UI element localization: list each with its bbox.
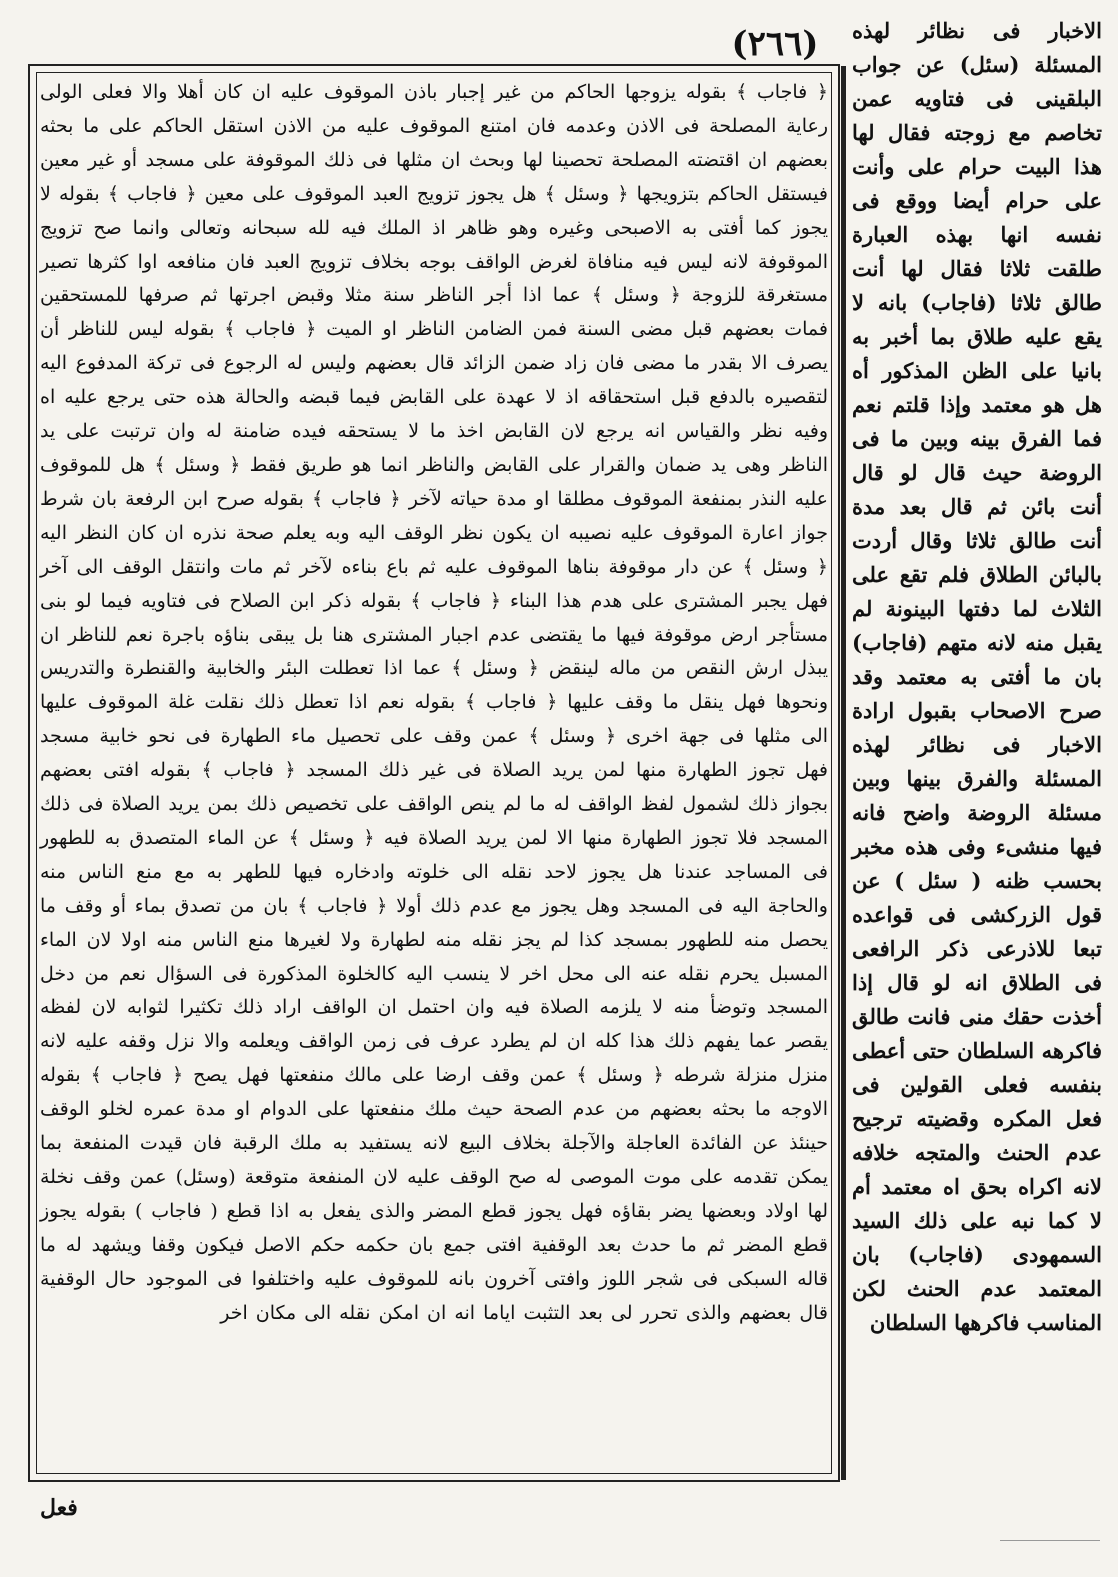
margin-commentary-paragraph: الاخبار فى نظائر لهذه المسئلة (سئل) عن جواب البلقينى فى فتاويه عمن تخاصم مع زوجته فقال لها هذا البيت حرام على وأنت على حرام أيضا ووقع فى نفسه انها بهذه العبارة طلقت ثلاثا فقال لها أنت طالق ثلاثا (فاجاب) بانه لا يقع عليه طلاق بما أخبر به بانيا على الظن المذكور أه هل هو معتمد وإذا قلتم نعم فما الفرق بينه وبين ما فى الروضة حيث قال لو قال أنت بائن ثم قال بعد مدة أنت طالق ثلاثا وقال أردت بالبائن الطلاق فلم تقع على الثلاث لما دفتها البينونة لم يقبل منه لانه متهم (فاجاب) بان ما أفتى به معتمد وقد صرح الاصحاب بقبول ارادة الاخبار فى نظائر لهذه المسئلة والفرق بينها وبين مسئلة الروضة واضح فانه فيها منشىء وفى هذه مخبر بحسب ظنه ( سئل ) عن قول الزركشى فى قواعده تبعا للاذرعى ذكر الرافعى فى الطلاق انه لو قال إذا أخذت حقك منى فانت طالق فاكرهه السلطان حتى أعطى بنفسه فعلى القولين فى فعل المكره وقضيته ترجيح عدم الحنث والمتجه خلافه لانه اكراه بحق اه معتمد أم لا كما نبه على ذلك السيد السمهودى (فاجاب) بان المعتمد عدم الحنث لكن المناسب فاكرهها السلطان (852, 18, 1102, 1335)
margin-commentary (852, 14, 1102, 1494)
catchword: فعل (40, 1495, 78, 1521)
column-divider (841, 66, 846, 1480)
bottom-rule (1000, 1540, 1100, 1541)
main-text-block (40, 76, 828, 1331)
main-text-paragraph: ﴿ فاجاب ﴾ بقوله يزوجها الحاكم من غير إجبار باذن الموقوف عليه ان كان أهلا والا فعلى الولى رعاية المصلحة فى الاذن وعدمه فان امتنع الموقوف عليه من الاذن استقل الحاكم على ما بحثه بعضهم ان اقتضته المصلحة تحصينا لها وبحث ان مثلها فى ذلك الموقوفة على مسجد أو غير معين فيستقل الحاكم بتزويجها ﴿ وسئل ﴾ هل يجوز تزويج العبد الموقوف على معين ﴿ فاجاب ﴾ بقوله لا يجوز كما أفتى به الاصبحى وغيره وهو ظاهر اذ الملك فيه لله سبحانه وتعالى وانما صح تزويج الموقوفة لانه ليس فيه منافاة لغرض الواقف بوجه بخلاف تزويج العبد فان منافعه اوا كثرها تصير مستغرقة للزوجة ﴿ وسئل ﴾ عما اذا أجر الناظر سنة مثلا وقبض اجرتها ثم صرفها للمستحقين فمات بعضهم قبل مضى السنة فمن الضامن الناظر او الميت ﴿ فاجاب ﴾ بقوله ليس للناظر أن يصرف الا بقدر ما مضى فان زاد ضمن الزائد قال بعضهم وليس له الرجوع فى تركة المدفوع اليه لتقصيره بالدفع قبل استحقاقه اذ لا عهدة على القابض فيما قبضه والحالة هذه حتى يرجع عليه اه وفيه نظر والقياس انه يرجع لان القابض اخذ ما لا يستحقه فيده ضامنة له وان ترتبت على يد الناظر وهى يد ضمان والقرار على القابض والناظر انما هو طريق فقط ﴿ وسئل ﴾ هل للموقوف عليه النذر بمنفعة الموقوف مطلقا او مدة حياته لآخر ﴿ فاجاب ﴾ بقوله صرح ابن الرفعة بان شرط جواز اعارة الموقوف عليه نصيبه ان يكون نظر الوقف اليه وبه يعلم صحة نذره ان كان النظر اليه ﴿ وسئل ﴾ عن دار موقوفة بناها الموقوف عليه ثم باع بناءه لآخر ثم مات وانتقل الوقف الى آخر فهل يجبر المشترى على هدم هذا البناء ﴿ فاجاب ﴾ بقوله ذكر ابن الصلاح فى فتاويه فيما لو بنى مستأجر ارض موقوفة فيها ما يقتضى عدم اجبار المشترى هنا بل يبقى بناؤه باجرة نعم للناظر ان يبذل ارش النقص من ماله لينقض ﴿ وسئل ﴾ عما اذا تعطلت البئر والخابية والقنطرة والتدريس ونحوها فهل ينقل ما وقف عليها ﴿ فاجاب ﴾ بقوله نعم اذا تعطل ذلك نقلت غلة الموقوف عليها الى مثلها فى جهة اخرى ﴿ وسئل ﴾ عمن وقف على تحصيل ماء الطهارة فى نحو خابية مسجد فهل تجوز الطهارة منها لمن يريد الصلاة فى غير ذلك المسجد ﴿ فاجاب ﴾ بقوله افتى بعضهم بجواز ذلك لشمول لفظ الواقف له ما لم ينص الواقف على تخصيص ذلك بمن يريد الصلاة فى ذلك المسجد فلا تجوز الطهارة منها الا لمن يريد الصلاة فيه ﴿ وسئل ﴾ عن الماء المتصدق به للطهور فى المساجد عندنا هل يجوز لاحد نقله الى خلوته وادخاره فيها للطهر به مع منع الناس منه والحاجة اليه فى المسجد وهل يجوز مع عدم ذلك أولا ﴿ فاجاب ﴾ بان من تصدق بماء أو وقف ما يحصل منه للطهور بمسجد كذا لم يجز نقله منه لطهارة ولا لغيرها منع الناس منه اولا لان الماء المسبل يحرم نقله عنه الى محل اخر لا ينسب اليه كالخلوة المذكورة فى السؤال نعم من دخل المسجد وتوضأ منه لا يلزمه الصلاة فيه وان احتمل ان الواقف اراد ذلك تكثيرا لثوابه لان لفظه يقصر عما يفهم ذلك هذا كله ان لم يطرد عرف فى زمن الواقف ويعلمه والا نزل وقفه عليه لانه منزل منزلة شرطه ﴿ وسئل ﴾ عمن وقف ارضا على مالك منفعتها فهل يصح ﴿ فاجاب ﴾ بقوله الاوجه ما بحثه بعضهم من عدم الصحة حيث ملك منفعتها على الدوام او مدة عمره لخلو الوقف حينئذ عن الفائدة العاجلة والآجلة بخلاف البيع لانه يستفيد به ملك الرقبة فان قيدت المنفعة بما يمكن تقدمه على موت الموصى له صح الوقف عليه لان المنفعة متوقعة (وسئل) عمن وقف نخلة لها اولاد وبعضها يضر بقاؤه فهل يجوز قطع المضر والذى يفعل به اذا قطع ( فاجاب ) بقوله يجوز قطع المضر ثم ما حدث بعد الوقفية افتى جمع بان حكمه حكم الاصل فيكون وقفا ويشهد له ما قاله السبكى فى شجر اللوز وافتى آخرون بانه للموقوف عليه واختلفوا فى الموجود حال الوقفية قال بعضهم والذى تحرر لى بعد التثبت اياما انه ان امكن نقله الى مكان اخر (40, 81, 828, 1324)
page-number: (٢٦٦) (731, 24, 819, 64)
main-text-frame (28, 64, 840, 1482)
